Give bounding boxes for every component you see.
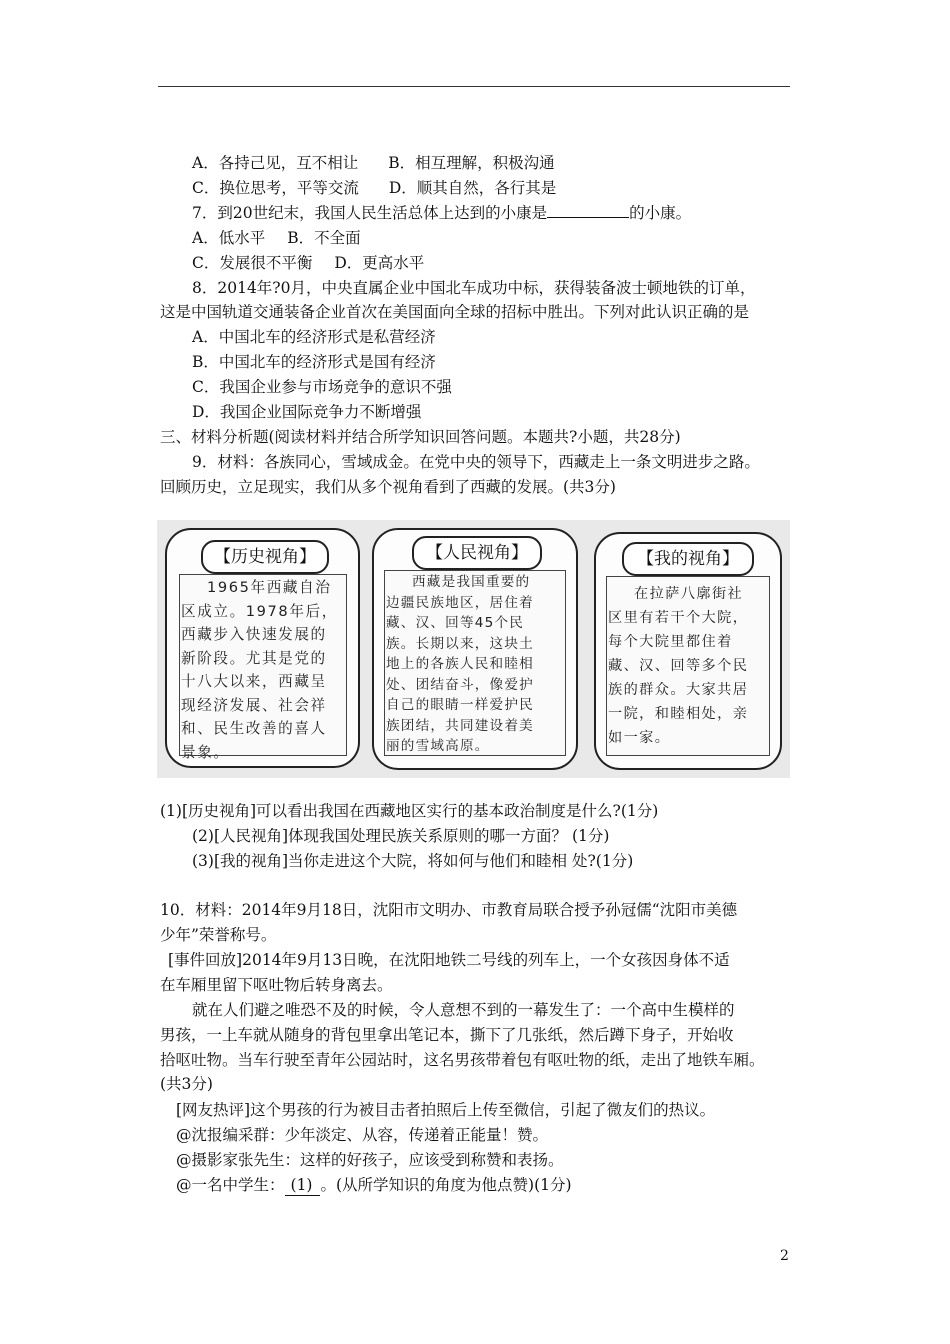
q10-narrative-line1: 就在人们避之唯恐不及的时候，令人意想不到的一幕发生了：一个高中生模样的 xyxy=(192,1001,735,1019)
my-line: 一院，和睦相处，亲 xyxy=(608,706,749,722)
q7-option-d: D．更高水平 xyxy=(334,254,425,272)
q10-comment-shenbao: @沈报编采群：少年淡定、从容，传递着正能量！赞。 xyxy=(176,1126,549,1144)
history-line: 新阶段。尤其是党的 xyxy=(181,649,327,667)
q8-option-b: B．中国北车的经济形式是国有经济 xyxy=(192,353,436,371)
my-line: 在拉萨八廓街社 xyxy=(634,586,744,602)
q10-line1: 10．材料：2014年9月18日，沈阳市文明办、市教育局联合授予孙冠儒“沈阳市美德 xyxy=(160,901,738,919)
q10-event-replay-line2: 在车厢里留下呕吐物后转身离去。 xyxy=(160,976,393,994)
my-perspective-card xyxy=(594,532,782,770)
my-perspective-title: 【我的视角】 xyxy=(622,542,754,576)
q9-sub3: (3)[我的视角]当你走进这个大院，将如何与他们和睦相 处?(1分) xyxy=(192,852,634,870)
q10-comment-student xyxy=(176,1175,572,1196)
q7-option-a: A．低水平 xyxy=(192,229,266,247)
q8-stem-line2: 这是中国轨道交通装备企业首次在美国面向全球的招标中胜出。下列对此认识正确的是 xyxy=(160,303,750,321)
q9-sub1: (1)[历史视角]可以看出我国在西藏地区实行的基本政治制度是什么?(1分) xyxy=(160,802,659,820)
q10-student-prefix: @一名中学生： xyxy=(176,1176,285,1194)
q8-option-d: D．我国企业国际竞争力不断增强 xyxy=(192,403,422,421)
q9-stem-line2: 回顾历史，立足现实，我们从多个视角看到了西藏的发展。(共3分) xyxy=(160,478,616,496)
people-line: 丽的雪域高原。 xyxy=(386,738,490,754)
q9-stem-line1: 9．材料：各族同心，雪域成金。在党中央的领导下，西藏走上一条文明进步之路。 xyxy=(192,453,760,471)
people-line: 西藏是我国重要的 xyxy=(412,574,531,590)
q10-narrative-line2: 男孩，一上车就从随身的背包里拿出笔记本，撕下了几张纸，然后蹲下身子，开始收 xyxy=(160,1026,734,1044)
history-line: 区成立。1978年后， xyxy=(181,602,338,620)
q10-event-replay-line1: [事件回放]2014年9月13日晚，在沈阳地铁二号线的列车上，一个女孩因身体不适 xyxy=(168,951,730,969)
header-rule xyxy=(158,86,790,87)
q7-option-b: B．不全面 xyxy=(287,229,361,247)
people-line: 族。长期以来，这块土 xyxy=(386,635,534,652)
q10-line2: 少年”荣誉称号。 xyxy=(160,926,277,944)
q7-options-row2 xyxy=(192,253,424,273)
q6-options-row1 xyxy=(192,153,555,173)
q8-option-c: C．我国企业参与市场竞争的意识不强 xyxy=(192,378,452,396)
q6-options-row2 xyxy=(192,178,556,198)
people-line: 处、团结奋斗，像爱护 xyxy=(386,676,534,693)
history-perspective-card xyxy=(165,528,360,768)
q9-sub2: (2)[人民视角]体现我国处理民族关系原则的哪一方面？ (1分) xyxy=(192,827,610,845)
q10-netizen-comments: [网友热评]这个男孩的行为被目击者拍照后上传至微信，引起了微友们的热议。 xyxy=(176,1101,716,1119)
q7-answer-blank xyxy=(547,203,629,218)
q7-stem xyxy=(192,203,691,223)
q9-material-image xyxy=(157,520,790,778)
q10-score-note: (共3分) xyxy=(160,1075,213,1093)
q6-option-d: D．顺其自然，各行其是 xyxy=(388,179,557,197)
my-line: 藏、汉、回等多个民 xyxy=(608,658,749,674)
q6-option-c: C．换位思考，平等交流 xyxy=(192,179,359,197)
q10-answer-blank: (1) xyxy=(285,1175,321,1196)
people-line: 族团结，共同建设着美 xyxy=(386,717,534,734)
history-line: 和、民生改善的喜人 xyxy=(181,720,327,737)
q7-option-c: C．发展很不平衡 xyxy=(192,254,313,272)
people-perspective-card xyxy=(372,528,578,770)
section3-heading: 三、材料分析题(阅读材料并结合所学知识回答问题。本题共?小题，共28分) xyxy=(160,428,681,446)
people-line: 边疆民族地区，居住着 xyxy=(386,594,534,611)
q8-stem-line1: 8．2014年?0月，中央直属企业中国北车成功中标，获得装备波士顿地铁的订单， xyxy=(192,279,756,297)
my-line: 区里有若干个大院， xyxy=(608,610,749,626)
people-perspective-title: 【人民视角】 xyxy=(412,536,542,570)
history-line: 十八大以来，西藏呈 xyxy=(181,673,327,690)
history-perspective-text xyxy=(181,576,338,764)
q7-stem-prefix: 7．到20世纪末，我国人民生活总体上达到的小康是 xyxy=(192,204,548,222)
my-perspective-text xyxy=(608,582,748,750)
people-line: 地上的各族人民和睦相 xyxy=(386,656,534,672)
q10-narrative-line3: 拾呕吐物。当车行驶至青年公园站时，这名男孩带着包有呕吐物的纸，走出了地铁车厢。 xyxy=(160,1051,765,1069)
q10-comment-photographer: @摄影家张先生：这样的好孩子，应该受到称赞和表扬。 xyxy=(176,1151,564,1169)
q10-student-suffix: 。(从所学知识的角度为他点赞)(1分) xyxy=(320,1176,572,1194)
history-line: 1965年西藏自治 xyxy=(207,579,332,596)
people-perspective-text xyxy=(386,572,534,757)
people-line: 藏、汉、回等45个民 xyxy=(386,615,525,631)
history-line: 景象。 xyxy=(181,743,230,761)
my-line: 族的群众。大家共居 xyxy=(608,682,749,698)
my-line: 每个大院里都住着 xyxy=(608,634,733,650)
people-line: 自己的眼睛一样爱护民 xyxy=(386,697,534,713)
my-line: 如一家。 xyxy=(608,730,671,746)
q6-option-a: A．各持己见，互不相让 xyxy=(192,154,359,172)
history-line: 现经济发展、社会祥 xyxy=(181,696,327,714)
q7-stem-suffix: 的小康。 xyxy=(629,204,692,222)
q6-option-b: B．相互理解，积极沟通 xyxy=(388,154,555,172)
history-line: 西藏步入快速发展的 xyxy=(181,626,327,643)
history-perspective-title: 【历史视角】 xyxy=(201,540,329,574)
q8-option-a: A．中国北车的经济形式是私营经济 xyxy=(192,328,436,346)
page-number: 2 xyxy=(780,1248,789,1264)
q7-options-row1 xyxy=(192,228,361,248)
